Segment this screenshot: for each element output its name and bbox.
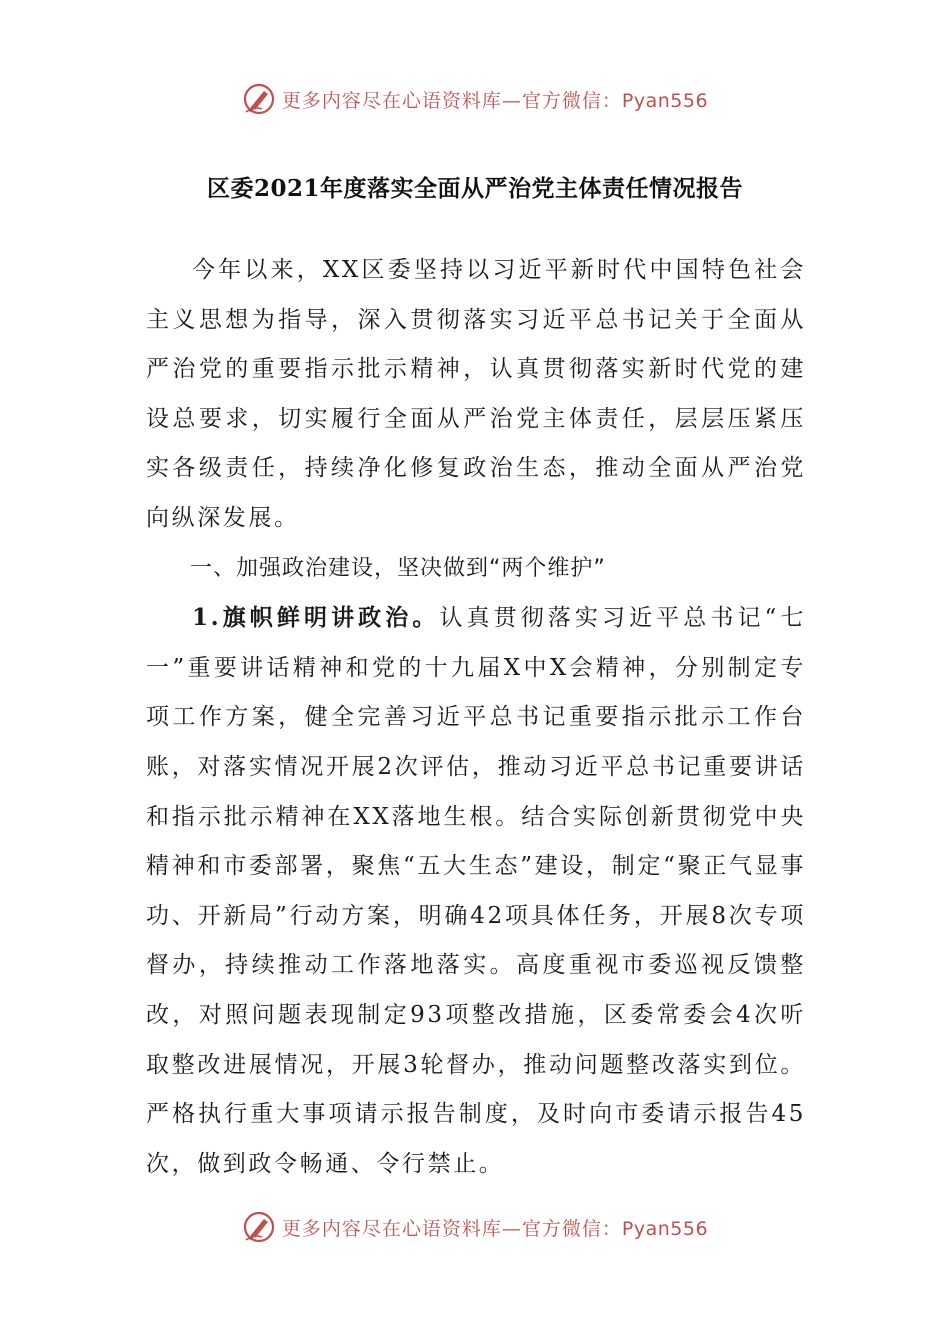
pen-logo-icon [242, 1210, 276, 1244]
item-text: 认真贯彻落实习近平总书记“七一”重要讲话精神和党的十九届X中X会精神，分别制定专项工作方案，健全完善习近平总书记重要指示批示工作台账，对落实情况开展2次评估，推动习近平总书记重要讲话和指示批示精神在XX落地生根。结合实际创新贯彻党中央精神和市委部署，聚焦“五大生态”建设，制定“聚正气显事功、开新局”行动方案，明确42项具体任务，开展8次专项督办，持续推动工作落地落实。高度重视市委巡视反馈整改，对照问题表现制定93项整改措施，区委常委会4次听取整改进展情况，开展3轮督办，推动问题整改落实到位。严格执行重大事项请示报告制度，及时向市委请示报告45次，做到政令畅通、令行禁止。 [146, 605, 806, 1177]
pen-logo-icon [242, 82, 276, 116]
watermark-footer [0, 1210, 950, 1244]
watermark-text [282, 1214, 708, 1241]
item-lead: 1.旗帜鲜明讲政治。 [192, 604, 440, 632]
intro-paragraph: 今年以来，XX区委坚持以习近平新时代中国特色社会主义思想为指导，深入贯彻落实习近平总书记关于全面从严治党的重要指示批示精神，认真贯彻落实新时代党的建设总要求，切实履行全面从严治党主体责任，层层压紧压实各级责任，持续净化修复政治生态，推动全面从严治党向纵深发展。 [146, 257, 806, 531]
document-title: 区委2021年度落实全面从严治党主体责任情况报告 [206, 175, 743, 202]
watermark-text [282, 86, 708, 113]
section-heading: 一、加强政治建设，坚决做到“两个维护” [190, 555, 606, 581]
item-paragraph [146, 593, 806, 1189]
watermark-label: 更多内容尽在心语资料库—官方微信： [281, 1217, 622, 1240]
watermark-wechat-id: Pyan556 [621, 89, 709, 112]
watermark-label: 更多内容尽在心语资料库—官方微信： [281, 89, 622, 112]
document-body [146, 246, 806, 1189]
watermark-header [0, 82, 950, 116]
watermark-wechat-id: Pyan556 [621, 1217, 709, 1240]
